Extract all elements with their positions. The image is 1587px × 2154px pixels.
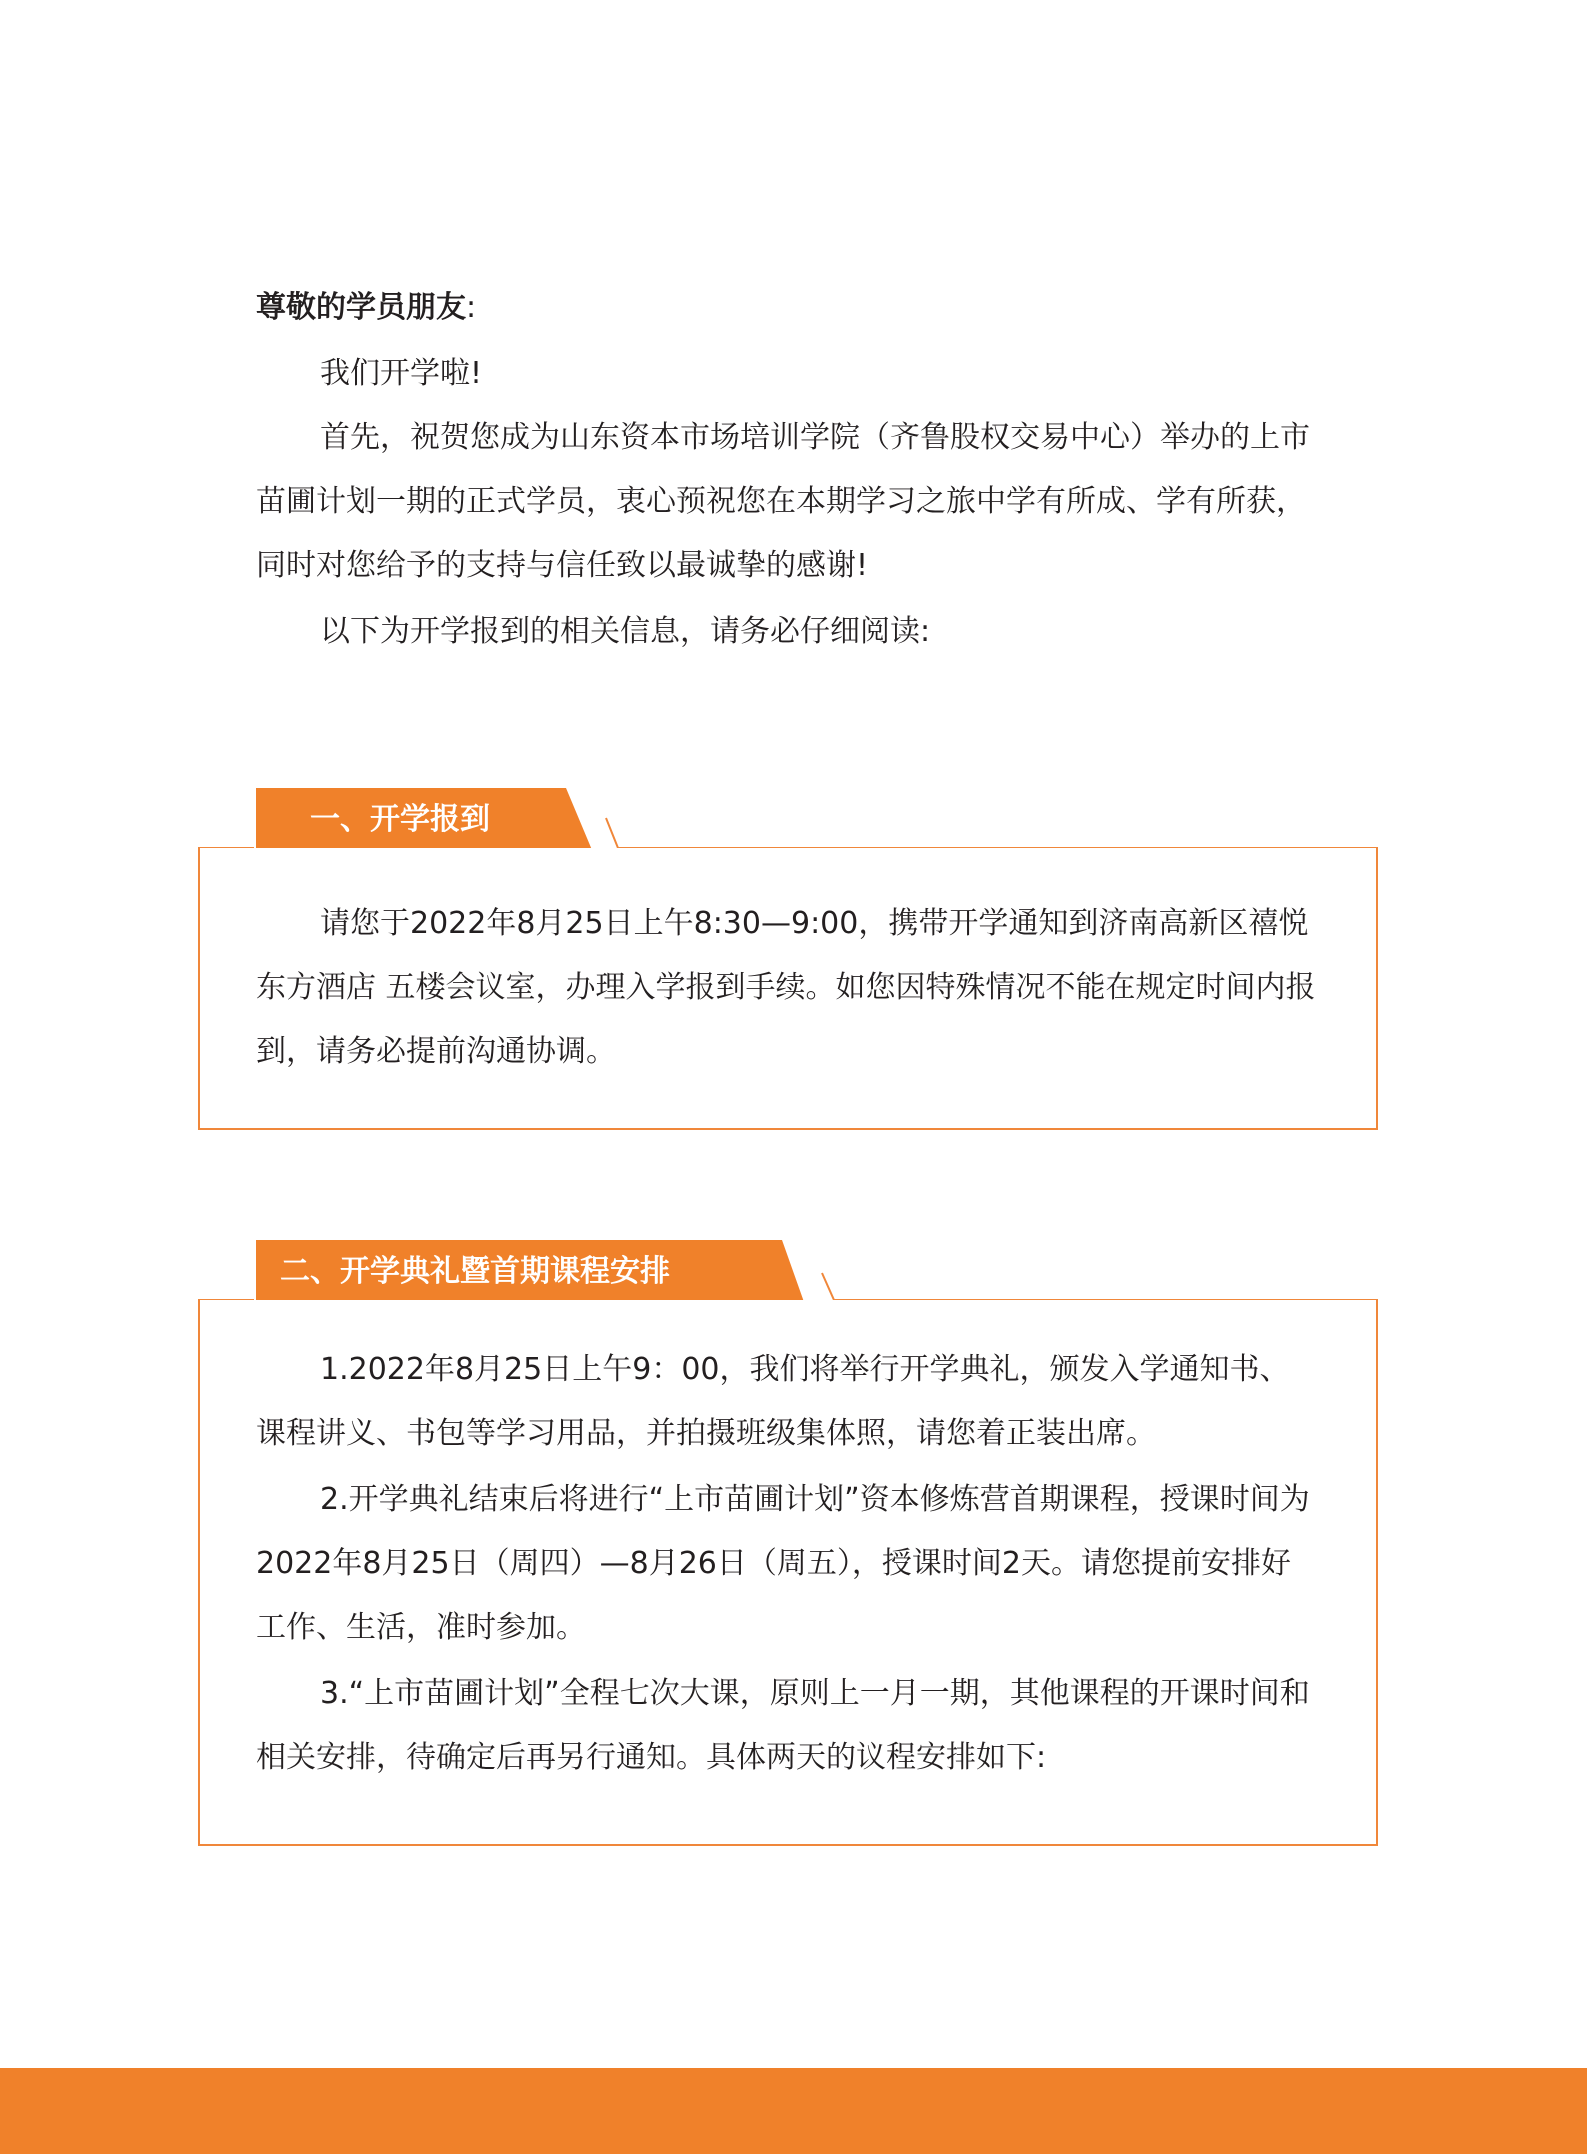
footer-band: [0, 2068, 1587, 2154]
intro-paragraph-3: 以下为开学报到的相关信息，请务必仔细阅读:: [320, 614, 931, 649]
intro-paragraph-1: 我们开学啦!: [320, 356, 483, 391]
section2-item-2: 2.开学典礼结束后将进行“上市苗圃计划”资本修炼营首期课程，授课时间为2022年8月25日（周四）—8月26日（周五），授课时间2天。请您提前安排好工作、生活，准时参加。: [256, 1482, 1310, 1645]
section1-paragraph: 请您于2022年8月25日上午8:30—9:00，携带开学通知到济南高新区禧悦东方酒店 五楼会议室，办理入学报到手续。如您因特殊情况不能在规定时间内报到，请务必提前沟通协调。: [256, 906, 1316, 1069]
section2-item-3: 3.“上市苗圃计划”全程七次大课，原则上一月一期，其他课程的开课时间和相关安排，待确定后再另行通知。具体两天的议程安排如下:: [256, 1676, 1310, 1775]
section1-title: 一、开学报到: [310, 802, 490, 837]
section2-item-1: 1.2022年8月25日上午9：00，我们将举行开学典礼，颁发入学通知书、课程讲义、书包等学习用品，并拍摄班级集体照，请您着正装出席。: [256, 1352, 1290, 1451]
section2-title: 二、开学典礼暨首期课程安排: [280, 1254, 670, 1289]
greeting-text: 尊敬的学员朋友: [256, 290, 466, 325]
intro-paragraph-2: 首先，祝贺您成为山东资本市场培训学院（齐鲁股权交易中心）举办的上市苗圃计划一期的正式学员，衷心预祝您在本期学习之旅中学有所成、学有所获，同时对您给予的支持与信任致以最诚挚的感谢!: [256, 420, 1310, 583]
greeting-line: [256, 276, 1316, 340]
greeting-colon: :: [466, 290, 477, 325]
